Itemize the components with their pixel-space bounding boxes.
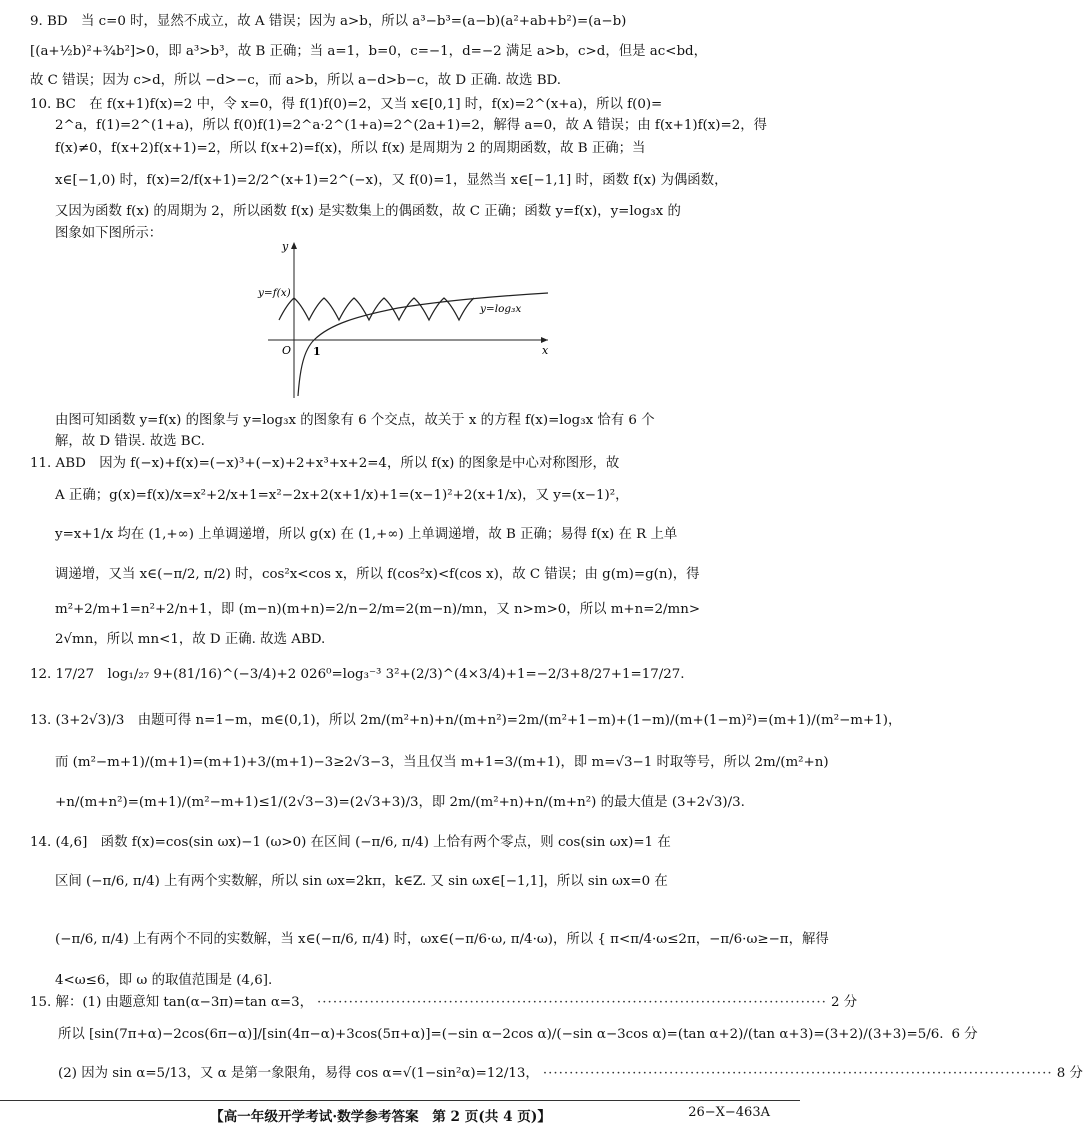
q9-line-3: 故 C 错误；因为 c>d，所以 −d>−c，而 a>b，所以 a−d>b−c，故 D 正确. 故选 BD. — [30, 73, 562, 88]
q11-line-1: 11. ABD 因为 f(−x)+f(x)=(−x)³+(−x)+2+x³+x+2=4，所以 f(x) 的图象是中心对称图形，故 — [30, 456, 620, 471]
q14-line-4: 4<ω≤6，即 ω 的取值范围是 (4,6]. — [55, 973, 273, 988]
curve-f-label: y=f(x) — [258, 287, 291, 299]
q11-line-6: 2√mn，所以 mn<1，故 D 正确. 故选 ABD. — [55, 632, 326, 647]
footer-code: 26−X−463A — [688, 1105, 770, 1120]
q10-line-7: 由图可知函数 y=f(x) 的图象与 y=log₃x 的图象有 6 个交点，故关于 x 的方程 f(x)=log₃x 恰有 6 个 — [55, 413, 655, 428]
q15-line-2 — [58, 1027, 978, 1043]
origin-label: O — [282, 344, 292, 357]
q15-line-3 — [58, 1066, 1083, 1082]
q15-line-3-text: (2) 因为 sin α=5/13，又 α 是第一象限角，易得 cos α=√(1−sin²α)=12/13， — [58, 1066, 539, 1081]
q12-line-1: 12. 17/27 log₁/₂₇ 9+(81/16)^(−3/4)+2 026⁰=log₃⁻³ 3²+(2/3)^(4×3/4)+1=−2/3+8/27+1=17/27. — [30, 667, 685, 682]
function-graph — [258, 238, 558, 400]
page-footer — [0, 1100, 800, 1125]
leader-dots — [543, 1066, 1053, 1082]
q13-line-1: 13. (3+2√3)/3 由题可得 n=1−m，m∈(0,1)，所以 2m/(m²+n)+n/(m+n²)=2m/(m²+1−m)+(1−m)/(m+(1−m)²)=(m+1)/(m²−m+1)， — [30, 713, 902, 728]
q15-score-3: 8 分 — [1056, 1066, 1083, 1081]
tick-label-1: 1 — [313, 345, 321, 358]
q15-line-1-text: 15. 解：(1) 由题意知 tan(α−3π)=tan α=3， — [30, 995, 314, 1010]
footer-title: 【高一年级开学考试·数学参考答案 第 2 页(共 4 页)】 — [210, 1109, 551, 1125]
q10-line-8: 解，故 D 错误. 故选 BC. — [55, 434, 205, 449]
q11-line-2: A 正确；g(x)=f(x)/x=x²+2/x+1=x²−2x+2(x+1/x)+1=(x−1)²+2(x+1/x)，又 y=(x−1)²， — [55, 488, 629, 503]
q10-line-4: x∈[−1,0) 时，f(x)=2/f(x+1)=2/2^(x+1)=2^(−x)，又 f(0)=1，显然当 x∈[−1,1] 时，函数 f(x) 为偶函数， — [55, 173, 728, 188]
x-axis-arrow-icon — [541, 337, 548, 343]
q10-line-2: 2^a，f(1)=2^(1+a)，所以 f(0)f(1)=2^a·2^(1+a)=2^(2a+1)=2，解得 a=0，故 A 错误；由 f(x+1)f(x)=2，得 — [55, 118, 768, 133]
q14-line-1: 14. (4,6] 函数 f(x)=cos(sin ωx)−1 (ω>0) 在区间 (−π/6, π/4) 上恰有两个零点，则 cos(sin ωx)=1 在 — [30, 835, 671, 850]
q9-line-1: 9. BD 当 c=0 时，显然不成立，故 A 错误；因为 a>b，所以 a³−b³=(a−b)(a²+ab+b²)=(a−b) — [30, 14, 627, 29]
q10-line-6: 图象如下图所示： — [55, 226, 163, 241]
q14-line-2: 区间 (−π/6, π/4) 上有两个实数解，所以 sin ωx=2kπ，k∈Z. 又 sin ωx∈[−1,1]，所以 sin ωx=0 在 — [55, 874, 668, 889]
y-axis-label: y — [282, 240, 289, 253]
curve-log-label: y=log₃x — [480, 303, 522, 315]
q15-line-1 — [30, 995, 858, 1011]
q13-line-3: +n/(m+n²)=(m+1)/(m²−m+1)≤1/(2√3−3)=(2√3+3)/3，即 2m/(m²+n)+n/(m+n²) 的最大值是 (3+2√3)/3. — [55, 795, 745, 810]
q15-score-2: 6 分 — [951, 1027, 978, 1042]
q11-line-3: y=x+1/x 均在 (1,+∞) 上单调递增，所以 g(x) 在 (1,+∞) 上单调递增，故 B 正确；易得 f(x) 在 R 上单 — [55, 527, 678, 542]
q9-line-2: [(a+½b)²+¾b²]>0，即 a³>b³，故 B 正确；当 a=1，b=0，c=−1，d=−2 满足 a>b，c>d，但是 ac<bd， — [30, 44, 708, 59]
q10-line-3: f(x)≠0，f(x+2)f(x+1)=2，所以 f(x+2)=f(x)，所以 f(x) 是周期为 2 的周期函数，故 B 正确；当 — [55, 141, 646, 156]
q14-line-3: (−π/6, π/4) 上有两个不同的实数解，当 x∈(−π/6, π/4) 时，ωx∈(−π/6·ω, π/4·ω)，所以 { π<π/4·ω≤2π，−π/6·ω≥−π，解得 — [55, 932, 829, 947]
q15-line-2-text: 所以 [sin(7π+α)−2cos(6π−α)]/[sin(4π−α)+3cos(5π+α)]=(−sin α−2cos α)/(−sin α−3cos α)=(tan α+2)/(tan α+3)=(3+2)/(3+3)=5/6. — [58, 1027, 944, 1042]
q10-line-5: 又因为函数 f(x) 的周期为 2，所以函数 f(x) 是实数集上的偶函数，故 C 正确；函数 y=f(x)，y=log₃x 的 — [55, 204, 681, 219]
q11-line-5: m²+2/m+1=n²+2/n+1，即 (m−n)(m+n)=2/n−2/m=2(m−n)/mn，又 n>m>0，所以 m+n=2/mn> — [55, 602, 701, 617]
y-axis-arrow-icon — [291, 242, 297, 249]
q15-score-1: 2 分 — [830, 995, 858, 1010]
q13-line-2: 而 (m²−m+1)/(m+1)=(m+1)+3/(m+1)−3≥2√3−3，当且仅当 m+1=3/(m+1)，即 m=√3−1 时取等号，所以 2m/(m²+n) — [55, 755, 829, 770]
leader-dots — [317, 995, 827, 1011]
q10-line-1: 10. BC 在 f(x+1)f(x)=2 中，令 x=0，得 f(1)f(0)=2，又当 x∈[0,1] 时，f(x)=2^(x+a)，所以 f(0)= — [30, 97, 663, 112]
x-axis-label: x — [542, 344, 549, 357]
q11-line-4: 调递增，又当 x∈(−π/2, π/2) 时，cos²x<cos x，所以 f(cos²x)<f(cos x)，故 C 错误；由 g(m)=g(n)，得 — [55, 567, 700, 582]
